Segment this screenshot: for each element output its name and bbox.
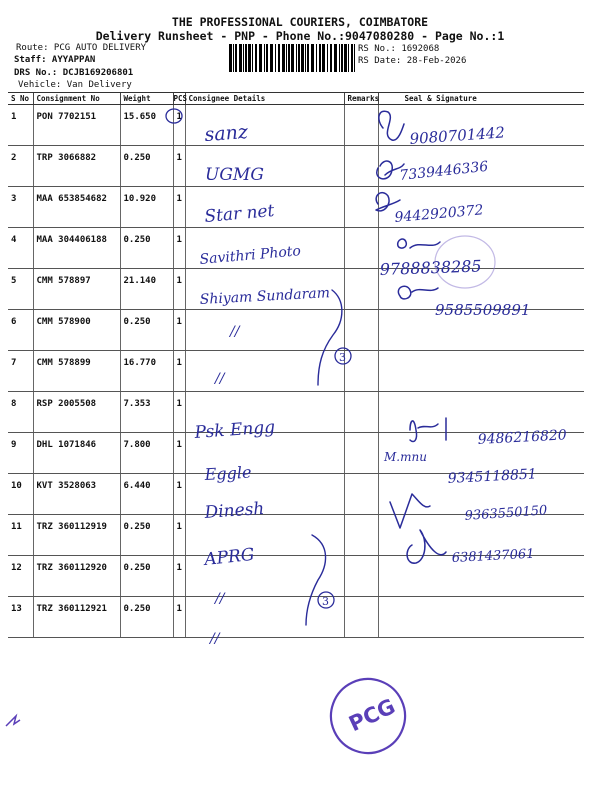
row-weight: 7.353: [120, 392, 173, 433]
consignee-handwritten: APRG: [203, 544, 256, 570]
barcode-bar: [351, 44, 353, 72]
bracket-count: 3: [339, 351, 346, 364]
barcode-bar: [296, 44, 297, 72]
row-pcs: 1: [173, 187, 185, 228]
row-signature: [378, 105, 584, 146]
drs-label: DRS No.: DCJB169206801: [14, 68, 134, 78]
row-remarks: [344, 392, 378, 433]
row-sno: 8: [8, 392, 33, 433]
ditto-mark: //: [215, 371, 225, 387]
col-pcs: PCS: [173, 94, 188, 103]
row-consignment: TRP 3066882: [33, 146, 120, 187]
row-consignment: RSP 2005508: [33, 392, 120, 433]
company-title: THE PROFESSIONAL COURIERS, COIMBATORE: [171, 15, 429, 29]
barcode-bar: [330, 44, 332, 72]
row-consignment: TRZ 360112920: [33, 556, 120, 597]
phone-handwritten: 7339446336: [398, 158, 490, 184]
row-weight: 0.250: [120, 556, 173, 597]
row-sno: 7: [8, 351, 33, 392]
row-signature: [378, 351, 584, 392]
table-row: [8, 228, 584, 269]
consignee-handwritten: Dinesh: [203, 498, 265, 523]
rs-date: RS Date: 28-Feb-2026: [358, 56, 467, 66]
row-consignment: CMM 578899: [33, 351, 120, 392]
row-consignee: [185, 269, 344, 310]
row-weight: 7.800: [120, 433, 173, 474]
barcode-bar: [334, 44, 337, 72]
phone-handwritten: 9363550150: [464, 503, 548, 524]
barcode-bar: [307, 44, 309, 72]
barcode-bar: [245, 44, 247, 72]
runsheet-table: [8, 92, 584, 638]
col-weight: Weight: [120, 93, 173, 105]
row-sno: 13: [8, 597, 33, 638]
signature-name: M.mnu: [384, 450, 427, 464]
barcode-bar: [327, 44, 328, 72]
ditto-mark: //: [230, 324, 240, 340]
table-row: [8, 269, 584, 310]
table-row: [8, 556, 584, 597]
consignee-handwritten: Eggle: [204, 462, 252, 484]
row-remarks: [344, 515, 378, 556]
table-row: [8, 597, 584, 638]
table-row: [8, 433, 584, 474]
barcode-bar: [275, 44, 276, 72]
row-remarks: [344, 146, 378, 187]
row-weight: 16.770: [120, 351, 173, 392]
barcode-bar: [264, 44, 265, 72]
barcode-bar: [339, 44, 340, 72]
row-consignment: MAA 304406188: [33, 228, 120, 269]
row-consignee: [185, 556, 344, 597]
row-signature: [378, 146, 584, 187]
row-remarks: [344, 597, 378, 638]
barcode-bar: [298, 44, 300, 72]
barcode-bar: [266, 44, 268, 72]
barcode-bar: [239, 44, 242, 72]
row-remarks: [344, 310, 378, 351]
ditto-mark: //: [215, 591, 225, 607]
row-sno: 1: [8, 105, 33, 146]
row-consignee: [185, 597, 344, 638]
row-consignee: [185, 310, 344, 351]
row-weight: 0.250: [120, 146, 173, 187]
row-pcs: 1: [173, 433, 185, 474]
row-pcs: 1: [173, 146, 185, 187]
barcode-bar: [319, 44, 321, 72]
row-sno: 2: [8, 146, 33, 187]
row-sno: 5: [8, 269, 33, 310]
row-pcs: 1: [173, 515, 185, 556]
ditto-mark: //: [210, 631, 220, 647]
row-signature: [378, 556, 584, 597]
row-consignee: [185, 433, 344, 474]
row-consignee: [185, 187, 344, 228]
phone-handwritten: 9788838285: [379, 256, 482, 279]
row-remarks: [344, 105, 378, 146]
row-weight: 6.440: [120, 474, 173, 515]
row-sno: 6: [8, 310, 33, 351]
row-sno: 4: [8, 228, 33, 269]
row-signature: [378, 187, 584, 228]
barcode-bar: [235, 44, 237, 72]
phone-handwritten: 9442920372: [393, 202, 485, 226]
row-pcs: 1: [173, 351, 185, 392]
table-row: [8, 515, 584, 556]
row-pcs: 1: [173, 310, 185, 351]
row-consignment: TRZ 360112921: [33, 597, 120, 638]
row-pcs: 1: [173, 228, 185, 269]
phone-handwritten: 9585509891: [435, 301, 531, 319]
consignee-handwritten: sanz: [203, 121, 249, 146]
barcode-bar: [286, 44, 287, 72]
barcode-bar: [322, 44, 325, 72]
barcode-bar: [348, 44, 349, 72]
barcode-bar: [301, 44, 304, 72]
barcode-bar: [255, 44, 257, 72]
table-row: [8, 474, 584, 515]
barcode-bar: [344, 44, 347, 72]
row-signature: [378, 310, 584, 351]
corner-mark-icon: [6, 716, 20, 726]
consignee-handwritten: Psk Engg: [193, 417, 276, 443]
row-weight: 0.250: [120, 228, 173, 269]
row-sno: 11: [8, 515, 33, 556]
row-consignment: KVT 3528063: [33, 474, 120, 515]
rs-number: RS No.: 1692068: [358, 44, 440, 54]
phone-handwritten: 9345118851: [447, 466, 538, 487]
row-consignee: [185, 228, 344, 269]
table-header-row: [8, 93, 584, 105]
row-pcs: 1: [173, 474, 185, 515]
row-remarks: [344, 474, 378, 515]
consignee-handwritten: Savithri Photo: [198, 243, 302, 268]
col-remarks: Remarks: [344, 93, 378, 105]
row-consignment: MAA 653854682: [33, 187, 120, 228]
row-signature: [378, 474, 584, 515]
row-consignment: PON 7702151: [33, 105, 120, 146]
row-signature: [378, 392, 584, 433]
phone-handwritten: 9486216820: [477, 427, 568, 448]
row-sno: 12: [8, 556, 33, 597]
barcode-bar: [316, 44, 317, 72]
row-remarks: [344, 351, 378, 392]
row-consignee: [185, 351, 344, 392]
row-remarks: [344, 187, 378, 228]
stamp-text: PCG: [345, 694, 399, 737]
row-remarks: [344, 433, 378, 474]
table-row: [8, 392, 584, 433]
row-consignment: DHL 1071846: [33, 433, 120, 474]
row-consignment: CMM 578897: [33, 269, 120, 310]
row-pcs: 1: [173, 269, 185, 310]
table-row: [8, 146, 584, 187]
row-consignee: [185, 146, 344, 187]
barcode-bar: [291, 44, 294, 72]
row-signature: [378, 269, 584, 310]
row-pcs: 1: [173, 556, 185, 597]
barcode-bar: [282, 44, 285, 72]
col-signature: Seal & Signature: [378, 93, 584, 105]
table-row: [8, 351, 584, 392]
vehicle-label: Vehicle: Van Delivery: [18, 80, 132, 90]
barcode-bar: [259, 44, 262, 72]
row-weight: 15.650: [120, 105, 173, 146]
table-row: [8, 310, 584, 351]
col-consignment: Consignment No: [33, 93, 120, 105]
barcode-bar: [248, 44, 251, 72]
row-sno: 9: [8, 433, 33, 474]
col-sno: S No: [8, 93, 33, 105]
row-weight: 0.250: [120, 310, 173, 351]
table-row: [8, 187, 584, 228]
runsheet-subtitle: Delivery Runsheet - PNP - Phone No.:9047080280 - Page No.:1: [95, 29, 505, 43]
barcode-bar: [229, 44, 232, 72]
row-signature: [378, 228, 584, 269]
barcode-bar: [278, 44, 280, 72]
row-remarks: [344, 556, 378, 597]
row-consignee: [185, 515, 344, 556]
barcode-bar: [233, 44, 234, 72]
pcg-stamp-icon: [319, 667, 417, 765]
row-pcs: 1: [173, 105, 185, 146]
phone-handwritten: 6381437061: [451, 546, 535, 566]
row-sno: 10: [8, 474, 33, 515]
barcode-bar: [252, 44, 253, 72]
row-signature: [378, 433, 584, 474]
row-remarks: [344, 228, 378, 269]
barcode-bar: [270, 44, 273, 72]
consignee-handwritten: Shiyam Sundaram: [199, 285, 331, 308]
consignee-handwritten: UGMG: [205, 165, 264, 185]
row-signature: [378, 597, 584, 638]
row-weight: 10.920: [120, 187, 173, 228]
row-sno: 3: [8, 187, 33, 228]
row-pcs: 1: [173, 392, 185, 433]
row-consignee: [185, 105, 344, 146]
row-weight: 0.250: [120, 515, 173, 556]
row-consignee: [185, 392, 344, 433]
consignee-handwritten: Star net: [203, 200, 276, 227]
barcode-bar: [311, 44, 314, 72]
phone-handwritten: 9080701442: [409, 123, 506, 148]
barcode-bar: [341, 44, 343, 72]
barcode-bar: [354, 44, 355, 72]
barcode: [229, 44, 355, 72]
row-pcs: 1: [173, 597, 185, 638]
table-row: [8, 105, 584, 146]
staff-label: Staff: AYYAPPAN: [14, 55, 96, 65]
barcode-bar: [305, 44, 306, 72]
col-consignee: Consignee Details: [185, 93, 344, 105]
row-weight: 21.140: [120, 269, 173, 310]
row-weight: 0.250: [120, 597, 173, 638]
row-consignment: CMM 578900: [33, 310, 120, 351]
barcode-bar: [288, 44, 290, 72]
row-consignee: [185, 474, 344, 515]
barcode-bar: [243, 44, 244, 72]
row-consignment: TRZ 360112919: [33, 515, 120, 556]
route-label: Route: PCG AUTO DELIVERY: [16, 43, 147, 53]
row-remarks: [344, 269, 378, 310]
row-signature: [378, 515, 584, 556]
bracket-count: 3: [322, 595, 329, 608]
